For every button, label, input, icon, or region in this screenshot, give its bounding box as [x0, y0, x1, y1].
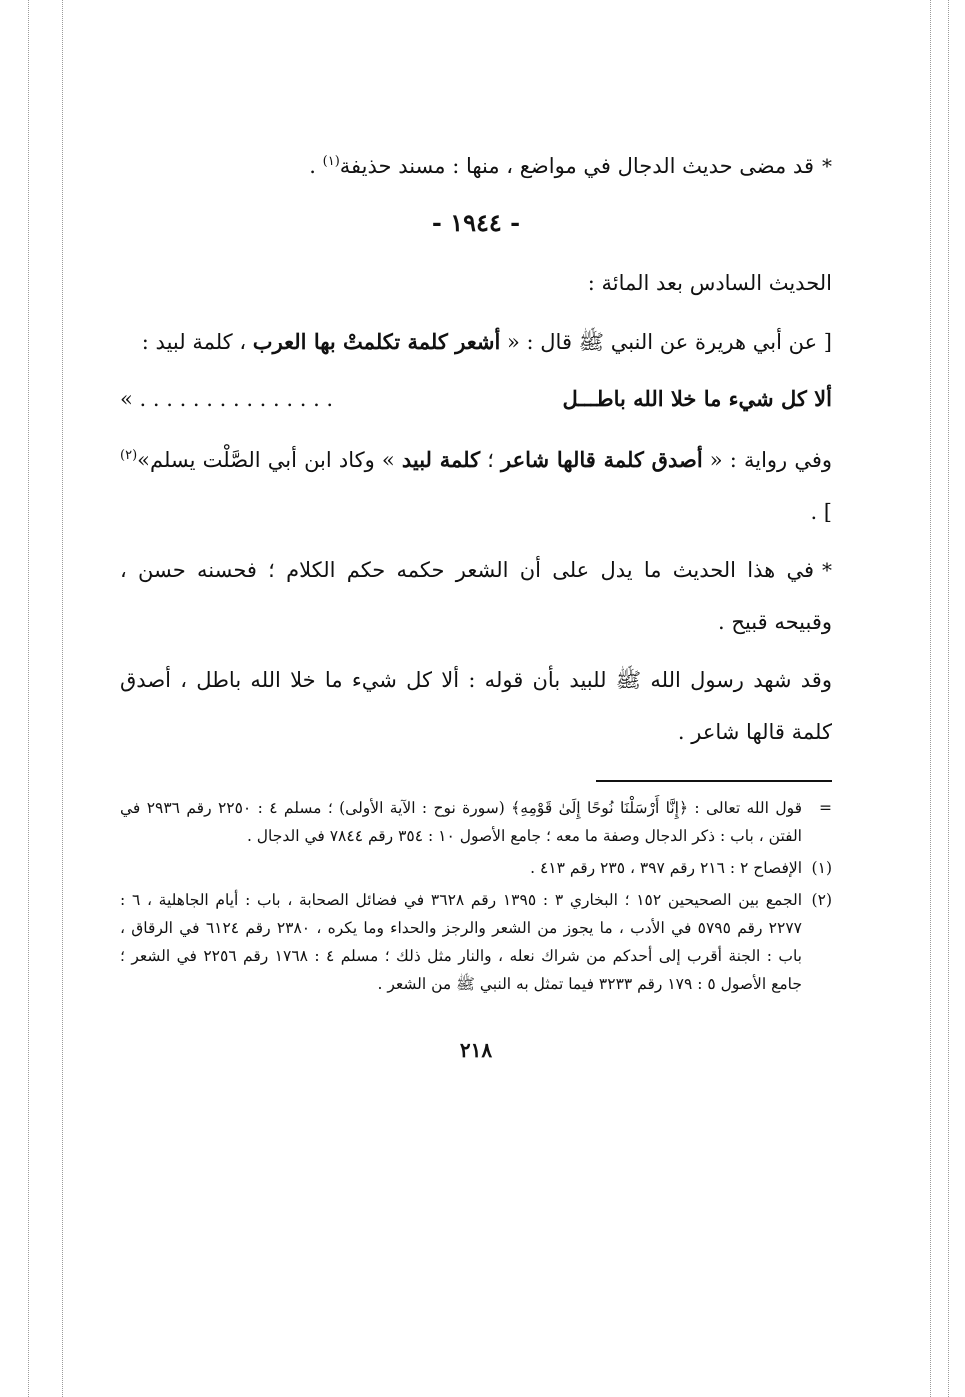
paragraph-commentary: *في هذا الحديث ما يدل على أن الشعر حكمه حكم الكلام ؛ فحسنه حسن ، وقبيحه قبيح .	[120, 558, 832, 634]
paragraph-dajjal-reference: *قد مضى حديث الدجال في مواضع ، منها : مسند حذيفة$^{(١)}$ .	[309, 154, 832, 178]
paragraph-testimony: وقد شهد رسول الله ﷺ للبيد بأن قوله : ألا كل شيء ما خلا الله باطل ، أصدق كلمة قالها شاعر .	[120, 668, 832, 744]
section-subheading: الحديث السادس بعد المائة :	[587, 271, 832, 295]
page-number: ٢١٨	[459, 1038, 493, 1062]
paragraph-text: قد مضى حديث الدجال في مواضع ، منها : مسند حذيفة	[339, 154, 814, 178]
hadith-bold-quote: أشعر كلمة تكلمتْ بها العرب	[252, 329, 501, 354]
footnote-ref: (٢)	[120, 448, 138, 463]
footnote-text: الجمع بين الصحيحين ١٥٢ ؛ البخاري ٣ : ١٣٩٥ رقم ٣٦٢٨ في فضائل الصحابة ، باب : أيام الجاهلية ، ٦ : ٢٢٧٧ رقم ٥٧٩٥ في الأدب ، ما يجوز من الشعر والرجز والحداء وما يكره ، ٢٣٨٠ رقم ٦١٢٤ في الرقاق ، باب : الجنة أقرب إلى أحدكم من شراك نعله ، والنار مثل ذلك ؛ مسلم ٤ : ١٧٦٨ رقم ٢٢٥٦ في الشعر ؛ جامع الأصول ٥ : ١٧٩ رقم ٣٢٣٣ فيما تمثل به النبي ﷺ من الشعر .	[120, 891, 802, 993]
verse-line	[120, 374, 832, 424]
scan-artifact-line	[948, 0, 949, 1397]
verse-dots: . . . . . . . . . . . . . . . »	[120, 387, 334, 411]
footnote-text: الإفصاح ٢ : ٢١٦ رقم ٣٩٧ ، ٢٣٥ رقم ٤١٣ .	[530, 859, 802, 877]
scan-artifact-line	[28, 0, 29, 1397]
paragraph-hadith-text: [ عن أبي هريرة عن النبي ﷺ قال : « أشعر كلمة تكلمتْ بها العرب ، كلمة لبيد :	[141, 329, 832, 354]
footnote-continued	[120, 794, 832, 850]
footnote-divider	[596, 780, 832, 782]
footnote-label: (١)	[811, 859, 832, 877]
footnote-label: (٢)	[811, 891, 832, 909]
paragraph-riwaya: وفي رواية : « أصدق كلمة قالها شاعر ؛ كلمة لبيد » وكاد ابن أبي الصَّلْت يسلم»$^{(٢)}$ ] .	[120, 447, 833, 524]
book-page	[120, 140, 832, 1062]
footnote-2	[120, 886, 832, 998]
scan-artifact-line	[930, 0, 931, 1397]
hadith-number: - ١٩٤٤ -	[431, 208, 521, 237]
verse-text: ألا كل شيء ما خلا الله باطـــل	[562, 386, 832, 411]
star-marker: *	[822, 154, 832, 178]
footnote-1	[120, 854, 832, 882]
footnote-text: قول الله تعالى : ﴿إِنَّا أَرْسَلْنَا نُوحًا إِلَىٰ قَوْمِهِ﴾ (سورة نوح : الآية الأولى) ؛ مسلم ٤ : ٢٢٥٠ رقم ٢٩٣٦ في الفتن ، باب : ذكر الدجال وصفة ما معه ؛ جامع الأصول ١٠ : ٣٥٤ رقم ٧٨٤٤ في الدجال .	[120, 799, 802, 845]
star-marker: *	[822, 558, 832, 582]
footnote-label: =	[819, 799, 832, 817]
riwaya-bold-1: أصدق كلمة قالها شاعر	[501, 447, 703, 472]
riwaya-bold-2: كلمة لبيد	[401, 447, 481, 472]
scan-artifact-line	[62, 0, 63, 1397]
footnote-ref: (١)	[322, 154, 340, 169]
